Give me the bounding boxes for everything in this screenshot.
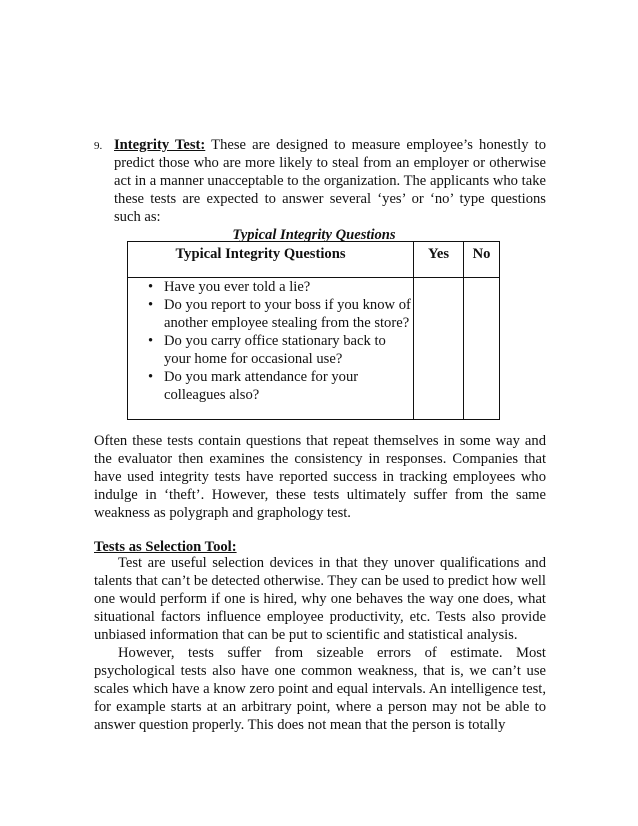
list-item (148, 332, 413, 368)
integrity-questions-table (127, 241, 500, 420)
no-cell (464, 278, 500, 420)
section-heading: Tests as Selection Tool: (94, 539, 237, 555)
header-yes: Yes (414, 242, 464, 278)
list-item (148, 296, 413, 332)
section-paragraph: Test are useful selection devices in that they unover qualifications and talents that can’t be detected otherwise. They can be used to predict how well one would perform if one is hired, why one behaves the way one does, what situational factors influence employee productivity, etc. Tests also provide unbiased information that can be put to scientific and statistical analysis. (94, 555, 546, 643)
bullet-icon: • (148, 369, 154, 385)
item-9-text: These are designed to measure employee’s honestly to predict those who are more likely to steal from an employer or otherwise act in a manner unacceptable to the organization. The applicants who take these tests are expected to answer several ‘yes’ or ‘no’ type questions such as: (114, 137, 546, 225)
questions-cell (128, 278, 414, 420)
after-table-paragraph: Often these tests contain questions that repeat themselves in some way and the evaluator then examines the consistency in responses. Companies that have used integrity tests have reported success in tracking employees who indulge in ‘theft’. However, these tests ultimately suffer from the same weakness as polygraph and graphology test. (94, 433, 546, 521)
question-text: Have you ever told a lie? (164, 279, 311, 295)
list-item (148, 278, 413, 296)
list-item (148, 368, 413, 404)
bullet-icon: • (148, 279, 154, 295)
item-9-paragraph (114, 136, 546, 226)
section-paragraph: However, tests suffer from sizeable errors of estimate. Most psychological tests also have one common weakness, that is, we can’t use scales which have a know zero point and equal intervals. An intelligence test, for example starts at an arbitrary point, where a person may not be able to answer question properly. This does not mean that the person is totally (94, 645, 546, 733)
question-text: Do you carry office stationary back to your home for occasional use? (164, 333, 386, 367)
question-list (128, 278, 413, 404)
bullet-icon: • (148, 333, 154, 349)
question-text: Do you report to your boss if you know of another employee stealing from the store? (164, 297, 411, 331)
table-caption: Typical Integrity Questions (232, 227, 396, 243)
table-header-row (128, 242, 500, 278)
table-row (128, 278, 500, 420)
item-9 (94, 136, 546, 226)
item-9-title: Integrity Test: (114, 137, 206, 153)
item-number: 9. (94, 140, 103, 152)
section-body (94, 554, 546, 734)
question-text: Do you mark attendance for your colleagues also? (164, 369, 359, 403)
header-no: No (464, 242, 500, 278)
bullet-icon: • (148, 297, 154, 313)
yes-cell (414, 278, 464, 420)
header-questions: Typical Integrity Questions (128, 242, 414, 278)
